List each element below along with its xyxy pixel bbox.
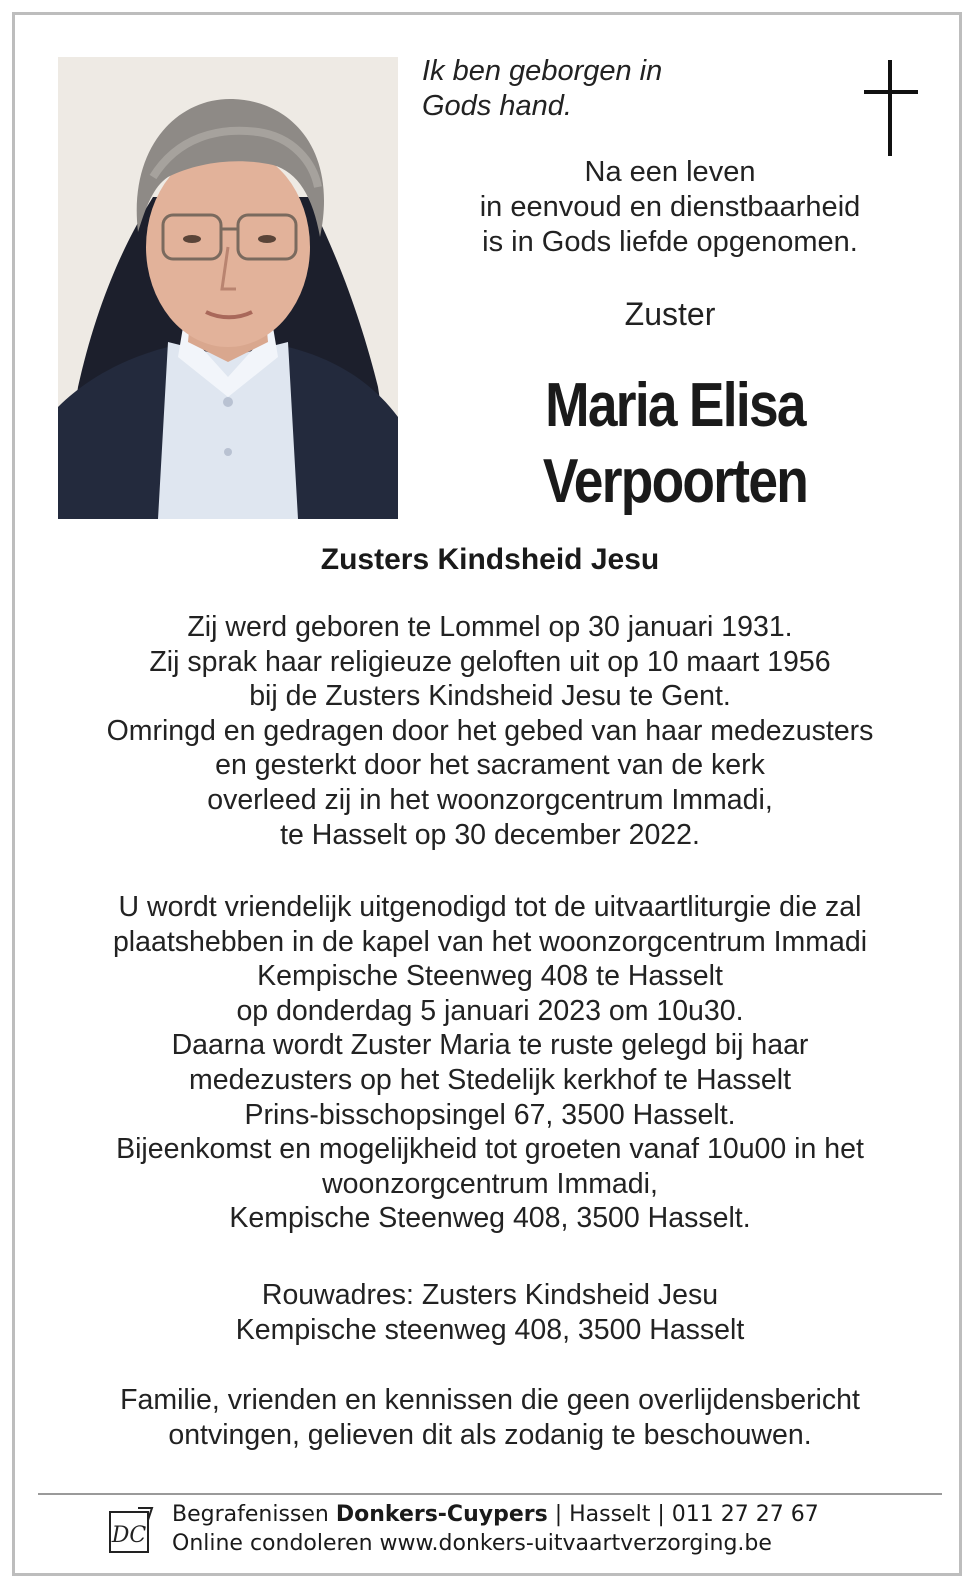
biography-line: Zij werd geboren te Lommel op 30 januari 1931. (187, 611, 793, 643)
intro-line: in eenvoud en dienstbaarheid (479, 191, 861, 223)
footer-phone: 011 27 27 67 (671, 1502, 819, 1527)
funeral-home-name: Donkers-Cuypers (335, 1502, 548, 1527)
intro-line: Na een leven (584, 156, 756, 188)
svg-text:DC: DC (111, 1523, 147, 1548)
opening-quote (422, 54, 722, 124)
name-line: Verpoorten (542, 447, 808, 516)
mourning-address-line: Rouwadres: Zusters Kindsheid Jesu (261, 1279, 719, 1311)
funeral-line: Bijeenkomst en mogelijkheid tot groeten vanaf 10u00 in het (116, 1133, 864, 1166)
footer-divider (38, 1493, 942, 1495)
funeral-line: Kempische Steenweg 408 te Hasselt (257, 960, 723, 993)
portrait-photo (58, 57, 398, 519)
quote-line: Gods hand. (422, 90, 572, 122)
quote-line: Ik ben geborgen in (422, 55, 663, 87)
footer-city: Hasselt (569, 1502, 651, 1527)
deceased-name (464, 368, 885, 520)
funeral-line: U wordt vriendelijk uitgenodigd tot de uitvaartliturgie die zal (118, 891, 862, 923)
footer-separator: | (650, 1502, 672, 1527)
footer-prefix: Begrafenissen (172, 1502, 336, 1527)
footer-condolence-link[interactable]: Online condoleren www.donkers-uitvaartverzorging.be (172, 1531, 772, 1556)
closing-note (40, 1383, 940, 1452)
funeral-line: op donderdag 5 januari 2023 om 10u30. (236, 994, 744, 1027)
closing-line: ontvingen, gelieven dit als zodanig te beschouwen. (168, 1418, 812, 1451)
funeral-line: medezusters op het Stedelijk kerkhof te Hasselt (189, 1063, 791, 1096)
biography-line: Omringd en gedragen door het gebed van haar medezusters (106, 714, 874, 747)
intro-line: is in Gods liefde opgenomen. (482, 226, 858, 258)
biography-line: bij de Zusters Kindsheid Jesu te Gent. (249, 680, 731, 713)
intro-text (430, 155, 910, 260)
funeral-paragraph (40, 890, 940, 1236)
funeral-line: woonzorgcentrum Immadi, (322, 1167, 658, 1200)
footer-separator: | (547, 1502, 570, 1527)
mourning-address-line: Kempische steenweg 408, 3500 Hasselt (235, 1313, 745, 1346)
biography-line: Zij sprak haar religieuze geloften uit op 10 maart 1956 (149, 645, 831, 678)
funeral-home-footer (172, 1500, 932, 1558)
footer-contact-line (172, 1500, 932, 1529)
biography-line: overleed zij in het woonzorgcentrum Immadi, (207, 783, 773, 816)
funeral-line: Prins-bisschopsingel 67, 3500 Hasselt. (244, 1098, 736, 1131)
name-line: Maria Elisa (545, 371, 805, 440)
funeral-home-logo (108, 1506, 156, 1556)
cross-icon (864, 60, 920, 156)
deceased-title: Zuster (624, 296, 716, 332)
mourning-address (40, 1278, 940, 1347)
closing-line: Familie, vrienden en kennissen die geen overlijdensbericht (120, 1384, 860, 1416)
biography-paragraph (40, 610, 940, 852)
biography-line: en gesterkt door het sacrament van de kerk (215, 749, 765, 782)
funeral-line: Daarna wordt Zuster Maria te ruste gelegd bij haar (171, 1029, 809, 1062)
funeral-line: Kempische Steenweg 408, 3500 Hasselt. (229, 1202, 751, 1235)
biography-line: te Hasselt op 30 december 2022. (280, 818, 700, 851)
funeral-line: plaatshebben in de kapel van het woonzorgcentrum Immadi (112, 925, 868, 958)
congregation-heading: Zusters Kindsheid Jesu (320, 543, 660, 576)
